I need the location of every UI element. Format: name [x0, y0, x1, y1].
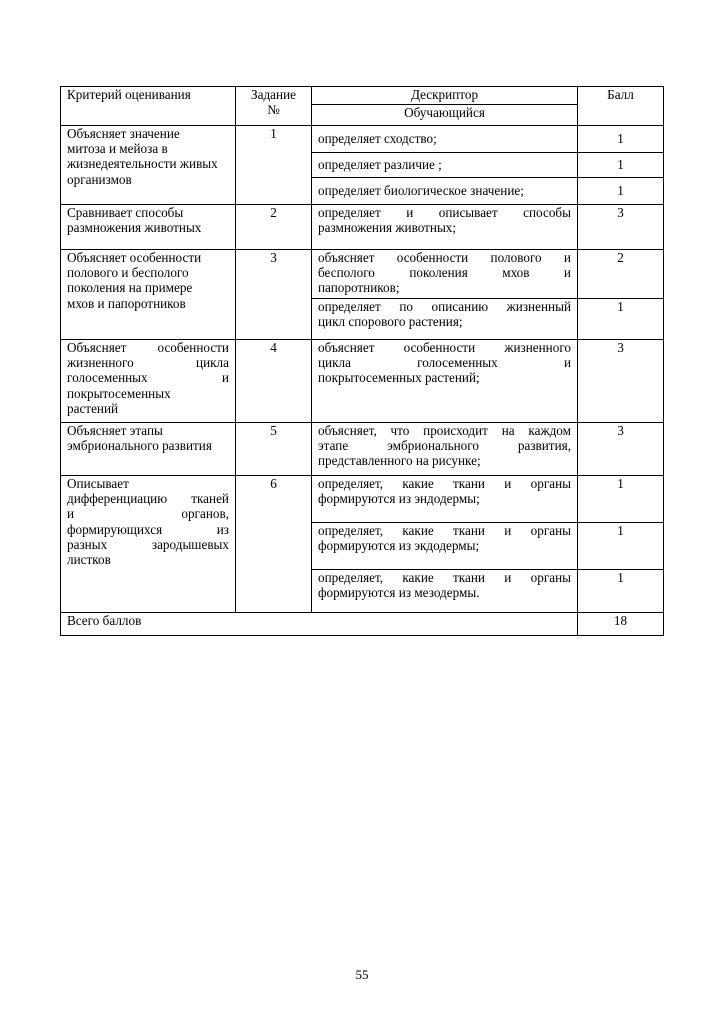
total-label: Всего баллов — [61, 613, 578, 636]
header-criterion: Критерий оценивания — [61, 87, 236, 126]
task-number: 2 — [236, 205, 312, 250]
criterion-line: голосеменных и — [67, 370, 229, 386]
descriptor-score: 1 — [578, 126, 664, 153]
criterion-line: листков — [67, 552, 111, 568]
criterion-line: жизненного цикла — [67, 355, 229, 371]
criterion-line: Объясняет этапы — [67, 423, 163, 438]
criterion-cell — [61, 126, 236, 205]
descriptor-cell: определяет биологическое значение; — [312, 178, 578, 205]
descriptor-line: цикла голосеменных и — [318, 355, 571, 371]
table-row — [61, 423, 664, 476]
descriptor-score: 1 — [578, 476, 664, 523]
criterion-cell — [61, 476, 236, 613]
task-number: 4 — [236, 340, 312, 423]
task-number: 1 — [236, 126, 312, 205]
descriptor-line: размножения животных; — [318, 220, 457, 236]
header-score: Балл — [578, 87, 664, 126]
descriptor-score: 3 — [578, 340, 664, 423]
descriptor-line: объясняет, что происходит на каждом — [318, 423, 571, 438]
descriptor-cell — [312, 570, 578, 613]
header-task: Задание № — [236, 87, 312, 126]
total-score: 18 — [578, 613, 664, 636]
criterion-line: Объясняет особенности — [67, 250, 202, 265]
descriptor-line: формируются из эндодермы; — [318, 491, 480, 507]
descriptor-score: 1 — [578, 299, 664, 340]
table-row — [61, 126, 664, 153]
task-number: 5 — [236, 423, 312, 476]
descriptor-score: 1 — [578, 523, 664, 570]
criterion-line: формирующихся из — [67, 521, 229, 537]
criterion-line: дифференциацию тканей — [67, 491, 229, 507]
criterion-line: и органов, — [67, 506, 229, 522]
descriptor-cell — [312, 205, 578, 250]
criterion-line: Описывает — [67, 476, 129, 491]
total-row — [61, 613, 664, 636]
criterion-line: эмбрионального развития — [67, 438, 212, 454]
criterion-line: жизнедеятельности живых — [67, 156, 218, 172]
descriptor-score: 1 — [578, 570, 664, 613]
assessment-rubric-table — [60, 86, 664, 636]
descriptor-line: представленного на рисунке; — [318, 453, 481, 469]
descriptor-line: определяет и описывает способы — [318, 205, 571, 220]
criterion-line: полового и бесполого — [67, 265, 189, 281]
table-header-row — [61, 87, 664, 105]
header-descriptor-sub: Обучающийся — [312, 105, 578, 126]
criterion-line: размножения животных — [67, 220, 202, 236]
descriptor-cell: определяет различие ; — [312, 153, 578, 178]
table-row — [61, 476, 664, 523]
criterion-line: растений — [67, 400, 119, 416]
criterion-line: поколения на примере — [67, 280, 193, 296]
descriptor-cell — [312, 250, 578, 299]
criterion-cell — [61, 423, 236, 476]
descriptor-line: определяет, какие ткани и органы — [318, 523, 571, 538]
criterion-line: мхов и папоротников — [67, 295, 186, 311]
descriptor-line: бесполого поколения мхов и — [318, 265, 571, 281]
criterion-line: митоза и мейоза в — [67, 141, 168, 157]
descriptor-score: 3 — [578, 205, 664, 250]
descriptor-score: 2 — [578, 250, 664, 299]
criterion-line: Объясняет значение — [67, 126, 180, 141]
criterion-cell — [61, 250, 236, 340]
descriptor-line: определяет по описанию жизненный — [318, 299, 571, 314]
table-row — [61, 250, 664, 299]
descriptor-cell — [312, 340, 578, 423]
criterion-line: Объясняет особенности — [67, 340, 229, 355]
descriptor-score: 1 — [578, 153, 664, 178]
descriptor-cell — [312, 523, 578, 570]
criterion-line: разных зародышевых — [67, 536, 229, 552]
descriptor-line: формируются из экдодермы; — [318, 538, 480, 554]
task-number: 6 — [236, 476, 312, 613]
descriptor-line: папоротников; — [318, 280, 400, 296]
descriptor-line: этапе эмбрионального развития, — [318, 438, 571, 454]
descriptor-line: объясняет особенности полового и — [318, 250, 571, 265]
descriptor-line: определяет, какие ткани и органы — [318, 476, 571, 491]
descriptor-line: объясняет особенности жизненного — [318, 340, 571, 355]
descriptor-line: формируются из мезодермы. — [318, 585, 480, 601]
descriptor-cell — [312, 299, 578, 340]
descriptor-line: определяет, какие ткани и органы — [318, 570, 571, 585]
descriptor-score: 1 — [578, 178, 664, 205]
page-number: 55 — [355, 967, 369, 982]
criterion-cell — [61, 205, 236, 250]
table-row — [61, 205, 664, 250]
criterion-line: покрытосеменных — [67, 385, 171, 401]
descriptor-cell — [312, 423, 578, 476]
descriptor-line: цикл спорового растения; — [318, 314, 463, 330]
header-descriptor: Дескриптор — [312, 87, 578, 105]
descriptor-line: покрытосеменных растений; — [318, 370, 480, 386]
task-number: 3 — [236, 250, 312, 340]
table-row — [61, 340, 664, 423]
criterion-cell — [61, 340, 236, 423]
criterion-line: Сравнивает способы — [67, 205, 184, 220]
criterion-line: организмов — [67, 171, 132, 187]
descriptor-cell: определяет сходство; — [312, 126, 578, 153]
descriptor-score: 3 — [578, 423, 664, 476]
descriptor-cell — [312, 476, 578, 523]
